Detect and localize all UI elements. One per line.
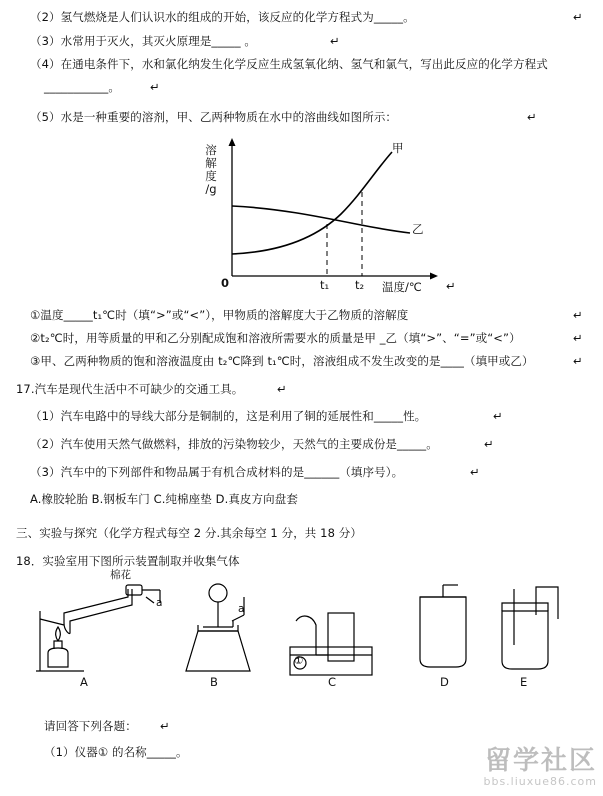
question-17-options: A.橡胶轮胎 B.钢板车门 C.纯棉座垫 D.真皮方向盘套 xyxy=(30,492,298,506)
chart-tick-t1: t₁ xyxy=(320,278,330,292)
question-4-line-b: ___________。 xyxy=(44,80,120,94)
pilcrow-mark: ↵ xyxy=(493,409,503,423)
chart-subquestion-3: ③甲、乙两种物质的饱和溶液温度由 t₂℃降到 t₁℃时，溶液组成不发生改变的是____（填甲或乙） xyxy=(30,354,534,368)
chart-origin-label: 0 xyxy=(221,276,230,290)
chart-subquestion-2: ②t₂℃时，用等质量的甲和乙分别配成饱和溶液所需要水的质量是甲 _乙（填“>”、“=”或“<”） xyxy=(30,331,521,345)
pilcrow-mark: ↵ xyxy=(527,110,537,124)
annotation-a-figure-b: a xyxy=(238,603,245,615)
pilcrow-mark: ↵ xyxy=(446,279,456,293)
apparatus-figure-group xyxy=(28,569,573,690)
watermark-sub-text: bbs.liuxue86.com xyxy=(483,775,597,788)
pilcrow-mark: ↵ xyxy=(573,308,583,322)
pilcrow-mark: ↵ xyxy=(484,437,494,451)
question-17-1: （1）汽车电路中的导线大部分是铜制的，这是利用了铜的延展性和_____性。 xyxy=(30,409,427,423)
question-3-line: （3）水常用于灭火，其灭火原理是_____ 。 xyxy=(30,34,257,48)
question-18-stem: 18．实验室用下图所示装置制取并收集气体 xyxy=(16,554,240,568)
question-5-line: （5）水是一种重要的溶剂，甲、乙两种物质在水中的溶曲线如图所示： xyxy=(30,110,398,124)
figure-label-c: C xyxy=(328,675,337,689)
annotation-cotton: 棉花 xyxy=(110,569,131,581)
chart-subquestion-1: ①温度_____t₁℃时（填“>”或“<”），甲物质的溶解度大于乙物质的溶解度 xyxy=(30,308,409,322)
apparatus-svg xyxy=(28,575,573,693)
chart-x-axis-title: 温度/℃ xyxy=(382,280,422,294)
pilcrow-mark: ↵ xyxy=(160,719,170,733)
chart-series-label-yi: 乙 xyxy=(412,222,424,236)
pilcrow-mark: ↵ xyxy=(573,331,583,345)
figure-label-a: A xyxy=(80,675,88,689)
chart-y-axis-title: 溶 解 度 /g xyxy=(205,143,217,196)
chart-series-label-jia: 甲 xyxy=(392,141,404,155)
section-3-heading: 三、实验与探究（化学方程式每空 2 分.其余每空 1 分，共 18 分） xyxy=(16,526,362,540)
annotation-circle-one: ① xyxy=(294,655,304,667)
question-17-3: （3）汽车中的下列部件和物品属于有机合成材料的是______（填序号）。 xyxy=(30,465,404,479)
figure-label-e: E xyxy=(520,675,528,689)
chart-tick-t2: t₂ xyxy=(355,278,365,292)
question-17-2: （2）汽车使用天然气做燃料，排放的污染物较少，天然气的主要成份是_____。 xyxy=(30,437,438,451)
pilcrow-mark: ↵ xyxy=(150,80,160,94)
pilcrow-mark: ↵ xyxy=(330,34,340,48)
solubility-curve-chart xyxy=(196,136,466,301)
answer-prompt-line: 请回答下列各题： xyxy=(44,719,137,733)
question-4-line-a: （4）在通电条件下，水和氯化纳发生化学反应生成氢氧化纳、氢气和氯气，写出此反应的化学方程式 xyxy=(30,57,548,71)
chart-svg xyxy=(196,136,466,301)
figure-label-d: D xyxy=(440,675,449,689)
pilcrow-mark: ↵ xyxy=(573,10,583,24)
watermark xyxy=(483,740,597,788)
question-18-1: （1）仪器① 的名称_____。 xyxy=(44,745,188,759)
pilcrow-mark: ↵ xyxy=(573,354,583,368)
question-17-stem: 17.汽车是现代生活中不可缺少的交通工具。 xyxy=(16,382,244,396)
annotation-a-figure-a: a xyxy=(156,597,163,609)
pilcrow-mark: ↵ xyxy=(470,465,480,479)
watermark-main-text: 留学社区 xyxy=(484,746,597,776)
figure-label-b: B xyxy=(210,675,218,689)
question-2-line: （2）氢气燃烧是人们认识水的组成的开始，该反应的化学方程式为_____。 xyxy=(30,10,415,24)
pilcrow-mark: ↵ xyxy=(277,382,287,396)
